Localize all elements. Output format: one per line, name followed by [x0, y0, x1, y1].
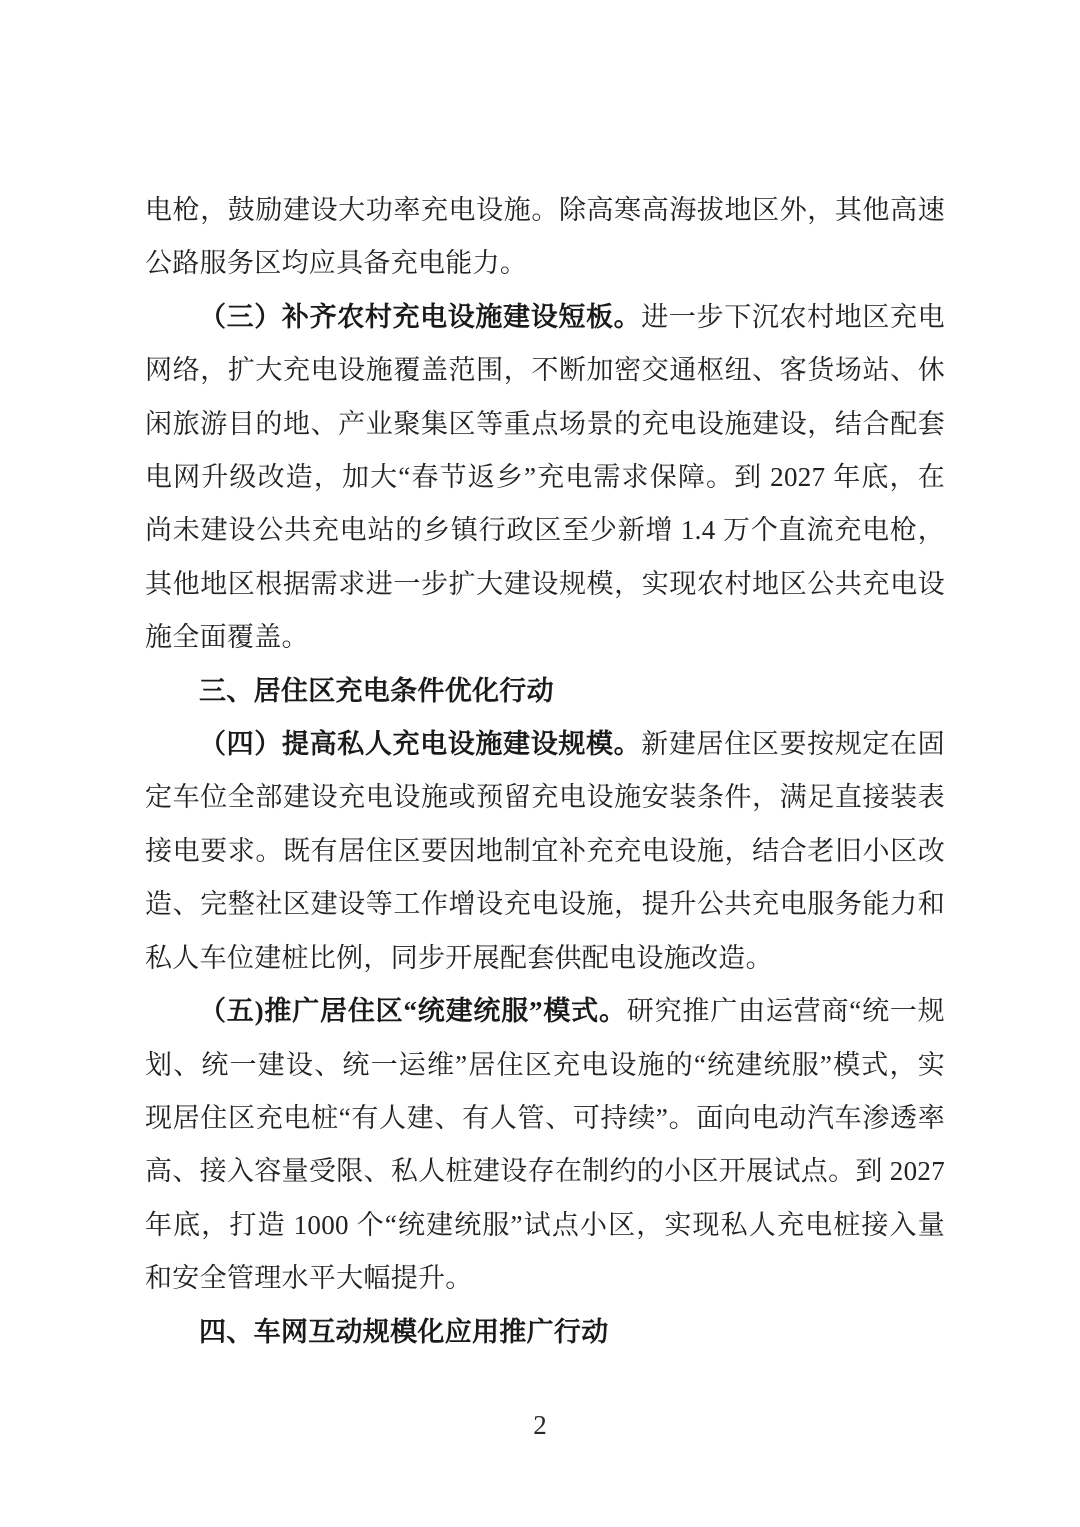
page-number: 2: [533, 1410, 547, 1440]
text-run: 研究推广由运营商“统一规划、统一建设、统一运维”居住区充电设施的“统建统服”模式，实现居住区充电桩“有人建、有人管、可持续”。面向电动汽车渗透率高、接入容量受限、私人桩建设存在制约的小区开展试点。到 2027 年底，打造 1000 个“统建统服”试点小区，实现私人充电桩接入量和安全管理水平大幅提升。: [145, 996, 945, 1294]
body-paragraph: [145, 291, 945, 665]
text-run: 进一步下沉农村地区充电网络，扩大充电设施覆盖范围，不断加密交通枢纽、客货场站、休闲旅游目的地、产业聚集区等重点场景的充电设施建设，结合配套电网升级改造，加大“春节返乡”充电需求保障。到 2027 年底，在尚未建设公共充电站的乡镇行政区至少新增 1.4 万个直流充电枪，其他地区根据需求进一步扩大建设规模，实现农村地区公共充电设施全面覆盖。: [145, 301, 945, 653]
body-paragraph: [145, 184, 945, 291]
section-heading: [145, 665, 945, 718]
emphasis-text-run: （五)推广居住区“统建统服”模式。: [199, 996, 627, 1027]
document-body: [145, 184, 945, 1359]
emphasis-text-run: 四、车网互动规模化应用推广行动: [199, 1316, 609, 1347]
emphasis-text-run: （四）提高私人充电设施建设规模。: [199, 729, 642, 760]
section-heading: [145, 1306, 945, 1359]
emphasis-text-run: （三）补齐农村充电设施建设短板。: [199, 301, 642, 332]
text-run: 电枪，鼓励建设大功率充电设施。除高寒高海拔地区外，其他高速公路服务区均应具备充电能力。: [145, 195, 945, 279]
emphasis-text-run: 三、居住区充电条件优化行动: [199, 675, 554, 706]
body-paragraph: [145, 985, 945, 1305]
body-paragraph: [145, 718, 945, 985]
text-run: 新建居住区要按规定在固定车位全部建设充电设施或预留充电设施安装条件，满足直接装表接电要求。既有居住区要因地制宜补充充电设施，结合老旧小区改造、完整社区建设等工作增设充电设施，提升公共充电服务能力和私人车位建桩比例，同步开展配套供配电设施改造。: [145, 729, 945, 973]
